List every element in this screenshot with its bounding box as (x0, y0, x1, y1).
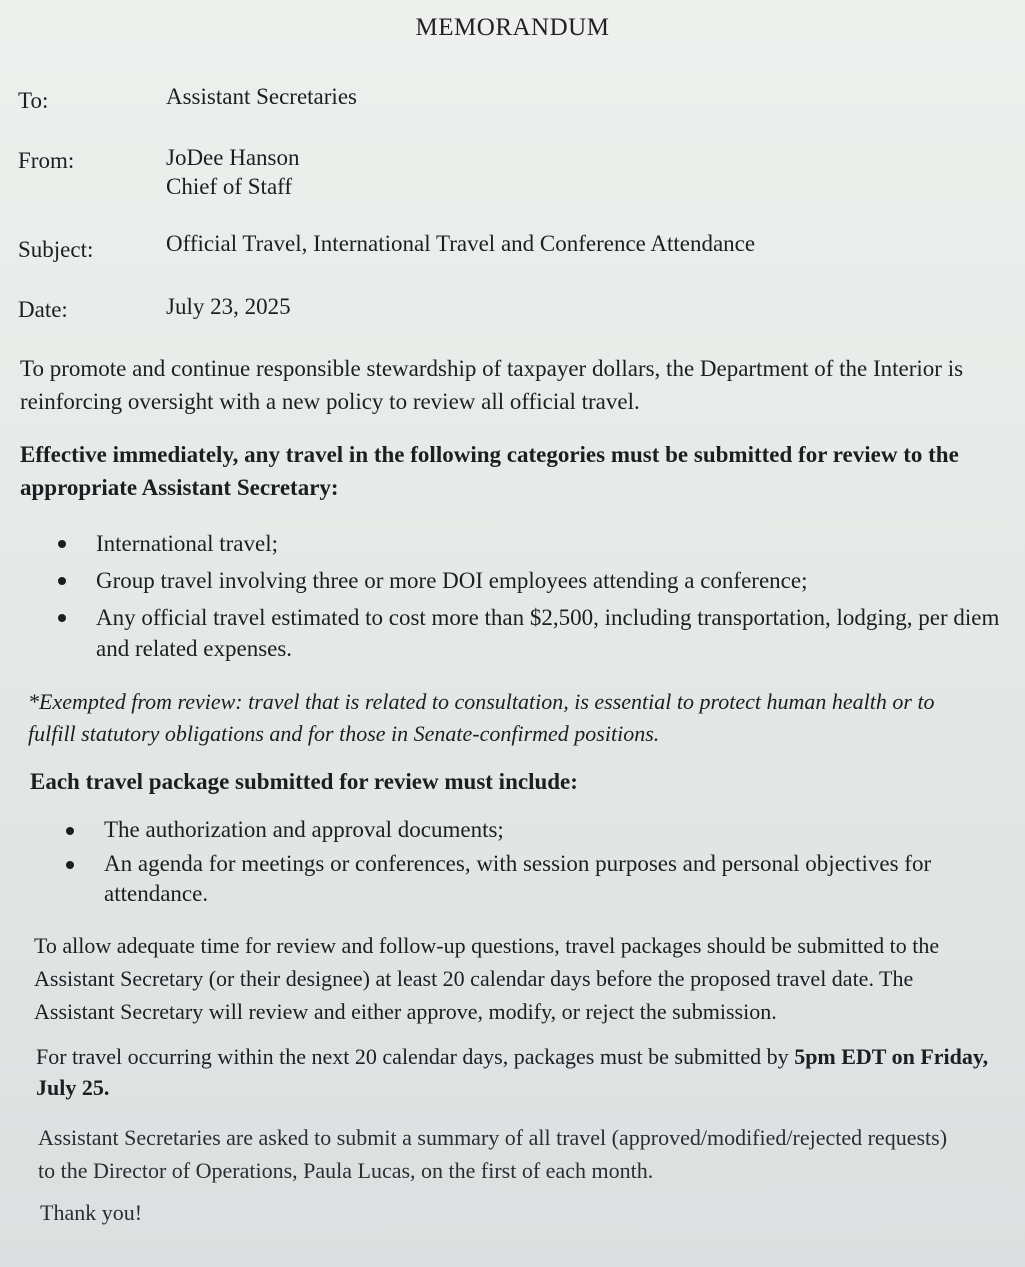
to-label: To: (18, 88, 49, 113)
summary-paragraph: Assistant Secretaries are asked to submit a summary of all travel (approved/modified/rejected requests) to the Director of Operations, Paula Lucas, on the first of each month. (38, 1125, 948, 1183)
category-list (96, 528, 1011, 670)
list-item (104, 849, 1009, 909)
package-list (104, 815, 1009, 913)
package-heading: Each travel package submitted for review must include: (30, 769, 578, 794)
deadline-paragraph (36, 1041, 996, 1103)
list-item (96, 565, 1011, 596)
subject-value: Official Travel, International Travel and Conference Attendance (166, 231, 756, 256)
bullet-icon (66, 827, 74, 835)
closing-text: Thank you! (40, 1200, 143, 1225)
list-item (96, 602, 1011, 664)
bullet-icon (58, 614, 66, 622)
bullet-icon (66, 861, 74, 869)
bullet-icon (58, 540, 66, 548)
deadline-text: For travel occurring within the next 20 calendar days, packages must be submitted by (36, 1044, 795, 1069)
to-value: Assistant Secretaries (166, 84, 357, 109)
package-item-text: The authorization and approval documents; (104, 817, 504, 842)
list-item (104, 815, 1009, 845)
date-value: July 23, 2025 (166, 294, 291, 319)
exemption-note: *Exempted from review: travel that is related to consultation, is essential to protect human health or to fulfill statutory obligations and for those in Senate-confirmed positions. (28, 689, 935, 746)
category-text: Any official travel estimated to cost more than $2,500, including transportation, lodging, per diem and related expenses. (96, 605, 1000, 661)
category-text: Group travel involving three or more DOI employees attending a conference; (96, 568, 808, 593)
category-text: International travel; (96, 531, 279, 556)
list-item (96, 528, 1011, 559)
bullet-icon (58, 577, 66, 585)
intro-paragraph: To promote and continue responsible stewardship of taxpayer dollars, the Department of the Interior is reinforcing oversight with a new policy to review all official travel. (20, 356, 964, 414)
memo-title: MEMORANDUM (415, 14, 610, 41)
from-name: JoDee Hanson (166, 145, 300, 170)
from-block (166, 143, 300, 201)
from-label: From: (18, 148, 75, 173)
package-item-text: An agenda for meetings or conferences, with session purposes and personal objectives for attendance. (104, 851, 932, 906)
from-title: Chief of Staff (166, 174, 293, 199)
subject-label: Subject: (18, 237, 94, 262)
timing-paragraph: To allow adequate time for review and follow-up questions, travel packages should be submitted to the Assistant Secretary (or their designee) at least 20 calendar days before the proposed travel date. The Assistant Secretary will review and either approve, modify, or reject the submission. (34, 933, 940, 1024)
effective-paragraph: Effective immediately, any travel in the following categories must be submitted for review to the appropriate Assistant Secretary: (20, 442, 959, 500)
date-label: Date: (18, 297, 68, 322)
deadline-emphasis: 5pm EDT on Friday, July 25. (36, 1044, 989, 1100)
